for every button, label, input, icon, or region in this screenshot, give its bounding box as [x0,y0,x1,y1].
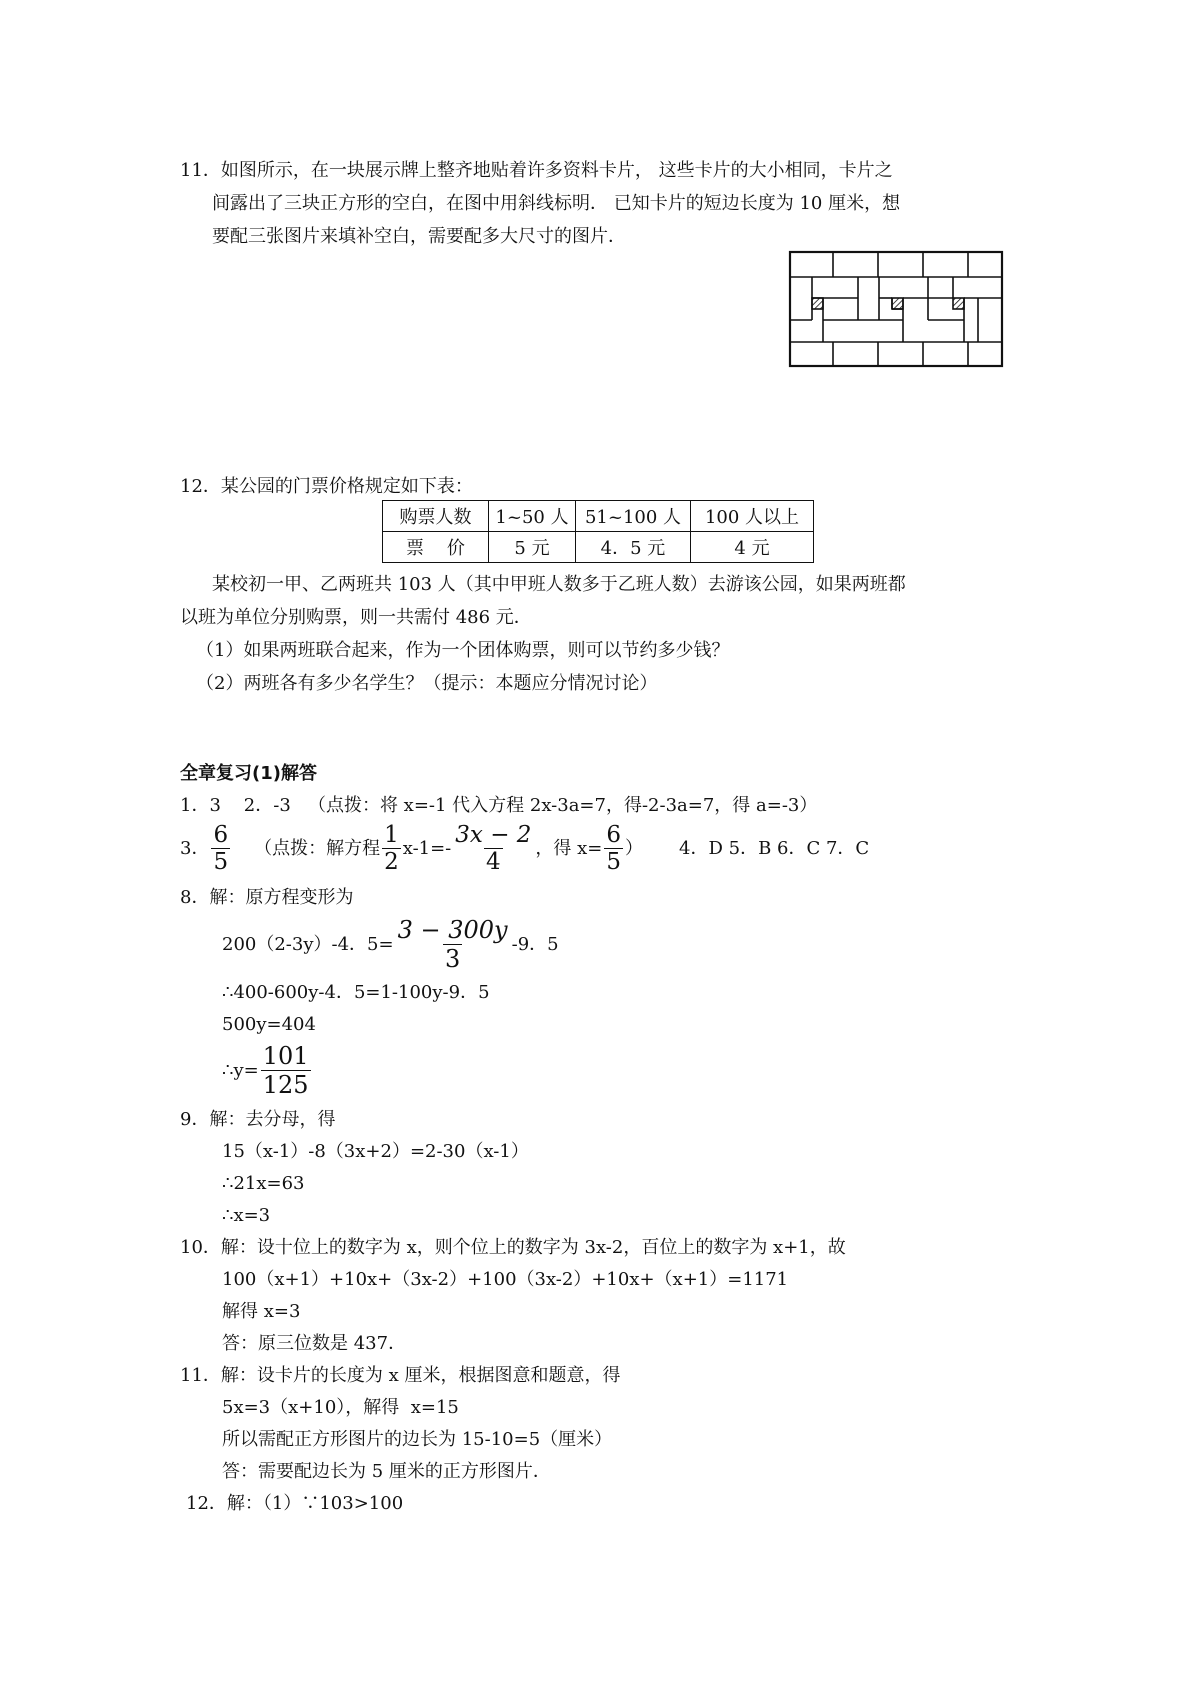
answer-3 [180,822,869,875]
answers-heading: 全章复习(1)解答 [180,763,317,784]
fraction [604,822,623,875]
p12-text1: 某校初一甲、乙两班共 103 人（其中甲班人数多于乙班人数）去游该公园，如果两班都 [212,574,906,595]
answer-8-line2: ∴400-600y-4．5=1-100y-9．5 [222,982,490,1003]
answer-3-text: （点拨：解方程 [254,837,381,859]
p11-line1: 11．如图所示，在一块展示牌上整齐地贴着许多资料卡片， 这些卡片的大小相同，卡片之 [180,160,893,181]
fraction [453,822,533,875]
fraction [396,916,510,973]
table-row [383,532,814,563]
fraction-denominator: 125 [262,1071,309,1099]
table-cell: 51~100 人 [576,501,691,532]
table-cell: 4．5 元 [576,532,691,563]
equation-text: -9．5 [511,933,559,955]
fraction-numerator: 6 [213,822,229,848]
answer-10-line1: 100（x+1）+10x+（3x-2）+100（3x-2）+10x+（x+1）=1171 [222,1269,789,1290]
answer-3-prefix: 3． [180,837,210,859]
fraction-numerator: 1 [384,822,399,848]
fraction-denominator: 5 [213,849,229,875]
table-cell: 1~50 人 [489,501,576,532]
p11-line3: 要配三张图片来填补空白，需要配多大尺寸的图片． [212,226,626,247]
answer-12-head: 12．解：（1）∵103>100 [186,1493,404,1514]
answer-8-line1 [222,916,559,973]
answer-3-text: x-1=- [402,837,452,859]
table-cell: 票 价 [383,532,489,563]
answer-10-line2: 解得 x=3 [222,1301,301,1322]
fraction-denominator: 5 [606,849,622,875]
answer-9-head: 9．解：去分母，得 [180,1109,336,1130]
fraction-numerator: 6 [606,822,622,848]
answer-9-line3: ∴x=3 [222,1205,271,1226]
table-cell: 4 元 [691,532,814,563]
equation-text: ∴y= [222,1059,259,1081]
answer-3-text: ，得 x= [535,837,603,859]
fraction [211,822,230,875]
p12-q1: （1）如果两班联合起来，作为一个团体购票，则可以节约多少钱？ [196,640,730,661]
table-row [383,501,814,532]
p12-text2: 以班为单位分别购票，则一共需付 486 元． [180,607,532,628]
answer-11-line2: 所以需配正方形图片的边长为 15-10=5（厘米） [222,1429,613,1450]
table-cell: 100 人以上 [691,501,814,532]
equation-text: 200（2-3y）-4．5= [222,933,394,955]
answer-8-head: 8．解：原方程变形为 [180,887,354,908]
fraction-numerator: 101 [262,1042,309,1070]
fraction-denominator: 3 [444,945,461,973]
answer-10-line3: 答：原三位数是 437． [222,1333,407,1354]
answer-1-2: 1．3 2．-3 （点拨：将 x=-1 代入方程 2x-3a=7，得-2-3a=7，得 a=-3） [180,795,818,816]
card-board-figure [788,250,1004,370]
answer-8-line4 [222,1042,313,1099]
answer-4-7: 4．D 5．B 6．C 7．C [679,837,870,859]
p12-intro: 12．某公园的门票价格规定如下表： [180,476,473,497]
answer-3-text: ） [625,837,644,859]
p11-line2: 间露出了三块正方形的空白，在图中用斜线标明． 已知卡片的短边长度为 10 厘米，想 [212,193,901,214]
table-cell: 购票人数 [383,501,489,532]
fraction [382,822,401,875]
fraction [261,1042,311,1099]
table-cell: 5 元 [489,532,576,563]
fraction-denominator: 4 [486,849,501,875]
fraction-numerator: 3x − 2 [455,822,532,848]
fraction-numerator: 3 − 300y [397,916,508,944]
answer-11-line1: 5x=3（x+10），解得 x=15 [222,1397,459,1418]
answer-8-line3: 500y=404 [222,1014,316,1035]
answer-11-head: 11．解：设卡片的长度为 x 厘米，根据图意和题意，得 [180,1365,621,1386]
p12-q2: （2）两班各有多少名学生？（提示：本题应分情况讨论） [196,673,658,694]
answer-10-head: 10．解：设十位上的数字为 x，则个位上的数字为 3x-2，百位上的数字为 x+1，故 [180,1237,846,1258]
answer-9-line1: 15（x-1）-8（3x+2）=2-30（x-1） [222,1141,529,1162]
answer-9-line2: ∴21x=63 [222,1173,305,1194]
answer-11-line3: 答：需要配边长为 5 厘米的正方形图片． [222,1461,551,1482]
ticket-price-table [382,500,814,563]
fraction-denominator: 2 [384,849,399,875]
